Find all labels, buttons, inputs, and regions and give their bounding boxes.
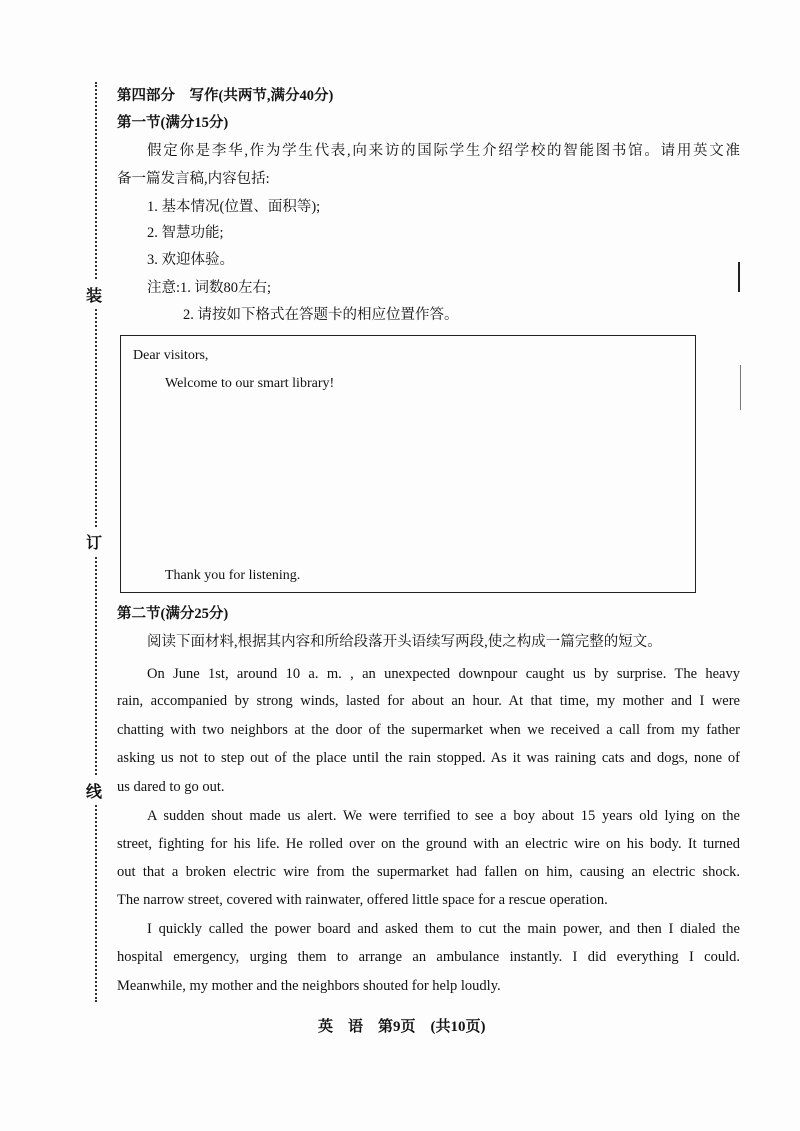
- content-item: 3. 欢迎体验。: [147, 252, 234, 268]
- page-footer: 英 语 第9页 (共10页): [318, 1019, 486, 1035]
- passage-line: street, fighting for his life. He rolled over on the ground with an electric wire on his body. It turned: [117, 836, 740, 852]
- passage-line: out that a broken electric wire from the supermarket had fallen on him, causing an electric shock.: [117, 864, 740, 880]
- binding-char-zhuang: 装: [86, 280, 102, 309]
- note: 2. 请按如下格式在答题卡的相应位置作答。: [183, 307, 459, 323]
- box-greeting: Dear visitors,: [133, 348, 209, 363]
- instruction: 阅读下面材料,根据其内容和所给段落开头语续写两段,使之构成一篇完整的短文。: [147, 634, 662, 650]
- scan-mark: [740, 365, 741, 410]
- part-title: 第四部分 写作(共两节,满分40分): [117, 88, 334, 104]
- passage-line: hospital emergency, urging them to arrange an ambulance instantly. I did everything I could.: [117, 949, 740, 965]
- passage-line: Meanwhile, my mother and the neighbors shouted for help loudly.: [117, 978, 501, 994]
- answer-format-box: [120, 335, 696, 593]
- binding-char-xian: 线: [86, 776, 102, 805]
- note: 注意:1. 词数80左右;: [147, 280, 272, 296]
- passage-line: On June 1st, around 10 a. m. , an unexpected downpour caught us by surprise. The heavy: [147, 666, 740, 682]
- binding-char-ding: 订: [86, 527, 102, 556]
- passage-line: us dared to go out.: [117, 779, 225, 795]
- section2-title: 第二节(满分25分): [117, 606, 229, 622]
- prompt-line: 备一篇发言稿,内容包括:: [117, 171, 270, 187]
- scan-mark: [738, 262, 740, 292]
- content-item: 1. 基本情况(位置、面积等);: [147, 199, 321, 215]
- passage-line: rain, accompanied by strong winds, lasted for about an hour. At that time, my mother and I were: [117, 693, 740, 709]
- passage-line: The narrow street, covered with rainwater, offered little space for a rescue operation.: [117, 892, 608, 908]
- box-opening: Welcome to our smart library!: [165, 376, 335, 391]
- prompt-line: 假定你是李华,作为学生代表,向来访的国际学生介绍学校的智能图书馆。请用英文准: [147, 143, 740, 159]
- box-closing: Thank you for listening.: [165, 568, 301, 583]
- section1-title: 第一节(满分15分): [117, 115, 229, 131]
- passage-line: chatting with two neighbors at the door of the supermarket when we received a call from my father: [117, 722, 740, 738]
- content-item: 2. 智慧功能;: [147, 225, 224, 241]
- passage-line: I quickly called the power board and asked them to cut the main power, and then I dialed the: [147, 921, 740, 937]
- passage-line: asking us not to step out of the place until the rain stopped. As it was raining cats and dogs, none of: [117, 750, 740, 766]
- passage-line: A sudden shout made us alert. We were terrified to see a boy about 15 years old lying on the: [147, 808, 740, 824]
